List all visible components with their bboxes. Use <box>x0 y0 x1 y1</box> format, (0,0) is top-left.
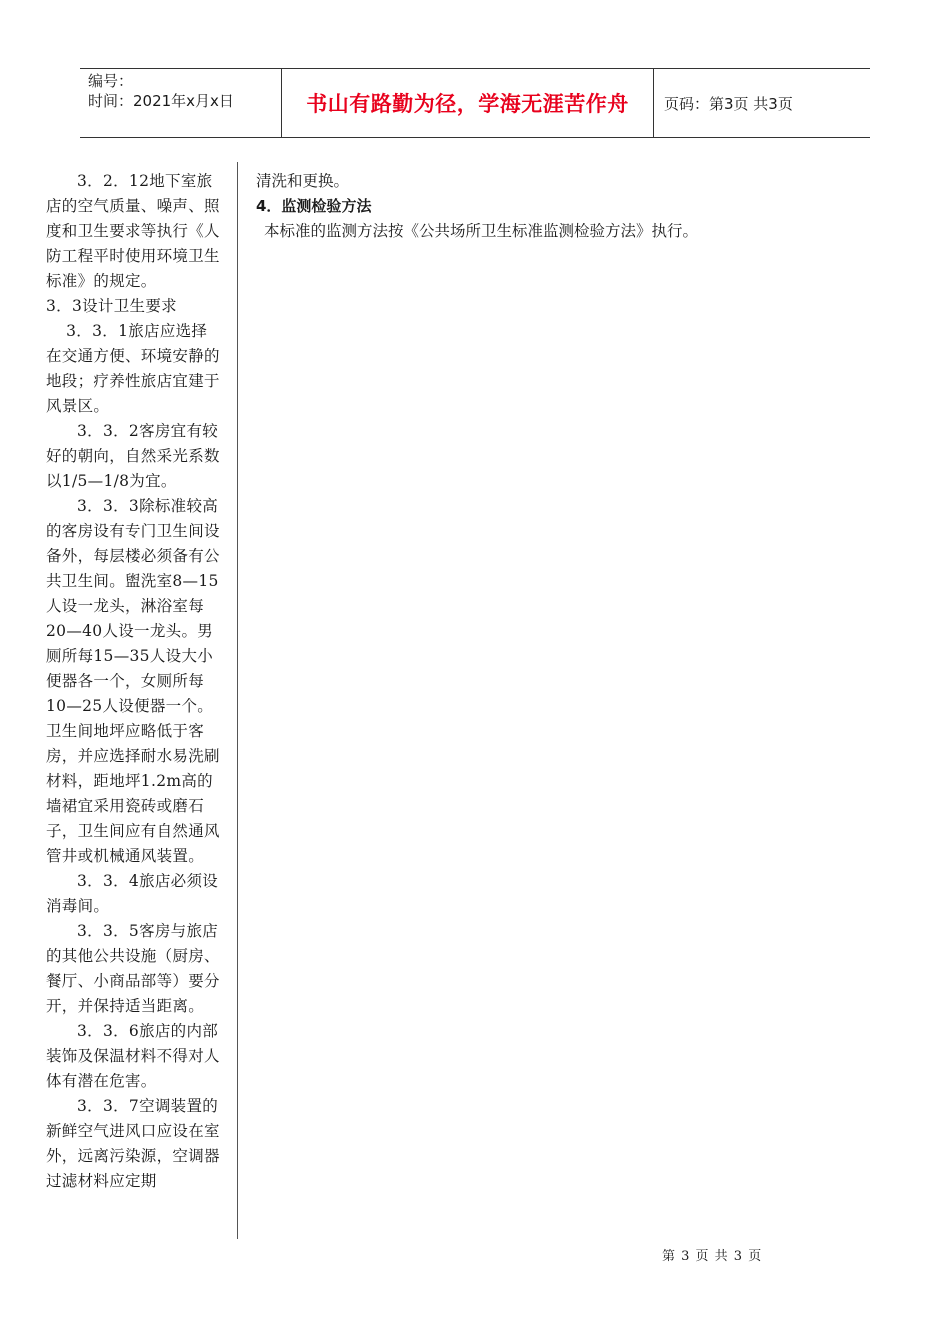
header-slogan-cell <box>282 69 654 137</box>
section-4-body: 本标准的监测方法按《公共场所卫生标准监测检验方法》执行。 <box>264 222 699 240</box>
paragraph-3-3-2: 3．3．2客房宜有较好的朝向，自然采光系数以1/5—1/8为宜。 <box>46 422 220 490</box>
paragraph-3-3-5: 3．3．5客房与旅店的其他公共设施（厨房、餐厅、小商品部等）要分开，并保持适当距离。 <box>46 922 220 1015</box>
document-header <box>80 68 870 138</box>
section-4-heading: 4．监测检验方法 <box>256 197 372 215</box>
header-meta <box>80 69 282 137</box>
section-3-3-heading: 3．3设计卫生要求 <box>46 297 177 315</box>
left-column <box>46 169 222 1194</box>
paragraph-3-3-1: 3．3．1旅店应选择在交通方便、环境安静的地段；疗养性旅店宜建于风景区。 <box>46 322 220 415</box>
column-divider <box>237 162 238 1239</box>
paragraph-3-3-4: 3．3．4旅店必须设消毒间。 <box>46 872 219 915</box>
page-footer: 第 3 页 共 3 页 <box>662 1249 763 1264</box>
continuation-text: 清洗和更换。 <box>256 172 350 190</box>
paragraph-3-3-7: 3．3．7空调装置的新鲜空气进风口应设在室外，远离污染源，空调器过滤材料应定期 <box>46 1097 220 1190</box>
page-info: 页码：第3页 共3页 <box>664 94 793 113</box>
paragraph-3-3-6: 3．3．6旅店的内部装饰及保温材料不得对人体有潜在危害。 <box>46 1022 220 1090</box>
right-column <box>256 169 856 244</box>
time-label: 时间：2021年x月x日 <box>88 92 234 110</box>
slogan: 书山有路勤为径，学海无涯苦作舟 <box>306 92 629 116</box>
paragraph-3-3-3: 3．3．3除标准较高的客房设有专门卫生间设备外，每层楼必须备有公共卫生间。盥洗室8—15人设一龙头，淋浴室每20—40人设一龙头。男厕所每15—35人设大小便器各一个，女厕所每10—25人设便器一个。卫生间地坪应略低于客房，并应选择耐水易洗刷材料，距地坪1.2m高的墙裙宜采用瓷砖或磨石子，卫生间应有自然通风管井或机械通风装置。 <box>46 497 220 865</box>
paragraph-3-2-12: 3．2．12地下室旅店的空气质量、噪声、照度和卫生要求等执行《人防工程平时使用环境卫生标准》的规定。 <box>46 172 220 290</box>
number-label: 编号： <box>88 72 134 90</box>
header-page-info <box>654 69 870 137</box>
